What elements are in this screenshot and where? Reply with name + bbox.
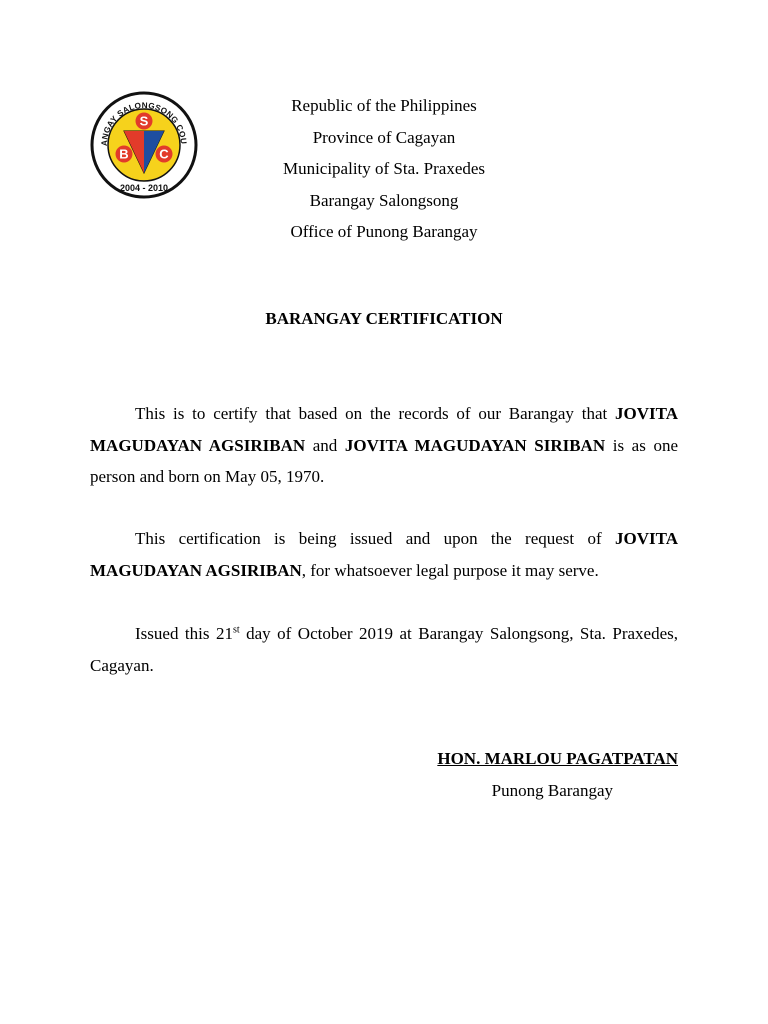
seal-letter-b: B xyxy=(119,146,129,162)
seal-letter-c: C xyxy=(159,146,169,162)
document-title: BARANGAY CERTIFICATION xyxy=(265,309,503,328)
issuance-paragraph: Issued this 21st day of October 2019 at Barangay Salongsong, Sta. Praxedes, Cagayan. xyxy=(90,624,679,675)
person-name-agsiriban: JOVITA MAGUDAYAN AGSIRIBAN xyxy=(90,404,678,455)
seal-years: 2004 - 2010 xyxy=(119,183,169,193)
requester-name: JOVITA MAGUDAYAN AGSIRIBAN xyxy=(90,529,678,580)
signatory-name: HON. MARLOU PAGATPATAN xyxy=(437,749,678,768)
seal-letter-s: S xyxy=(139,113,149,129)
seal-arc-text: ANGAY SALONGSONG COU xyxy=(99,100,189,147)
purpose-paragraph: This certification is being issued and upon the request of JOVITA MAGUDAYAN AGSIRIBAN, for whatsoever legal purpose it may serve. xyxy=(90,529,678,580)
certification-paragraph: This is to certify that based on the records of our Barangay that JOVITA MAGUDAYAN AGSIRIBAN and JOVITA MAGUDAYAN SIRIBAN is as one person and born on May 05, 1970. xyxy=(90,404,678,486)
signatory-title: Punong Barangay xyxy=(491,780,613,800)
letterhead-line-republic: Republic of the Philippines xyxy=(291,96,477,115)
letterhead-line-municipality: Municipality of Sta. Praxedes xyxy=(282,159,486,178)
letterhead-line-province: Province of Cagayan xyxy=(312,127,456,147)
signature-block xyxy=(380,743,678,806)
person-name-siriban: JOVITA MAGUDAYAN SIRIBAN xyxy=(344,435,606,455)
letterhead-line-office: Office of Punong Barangay xyxy=(290,222,478,241)
letterhead-line-barangay: Barangay Salongsong xyxy=(309,190,459,210)
letterhead xyxy=(234,90,534,248)
ordinal-suffix: st xyxy=(232,624,240,636)
barangay-seal-logo xyxy=(90,91,198,199)
